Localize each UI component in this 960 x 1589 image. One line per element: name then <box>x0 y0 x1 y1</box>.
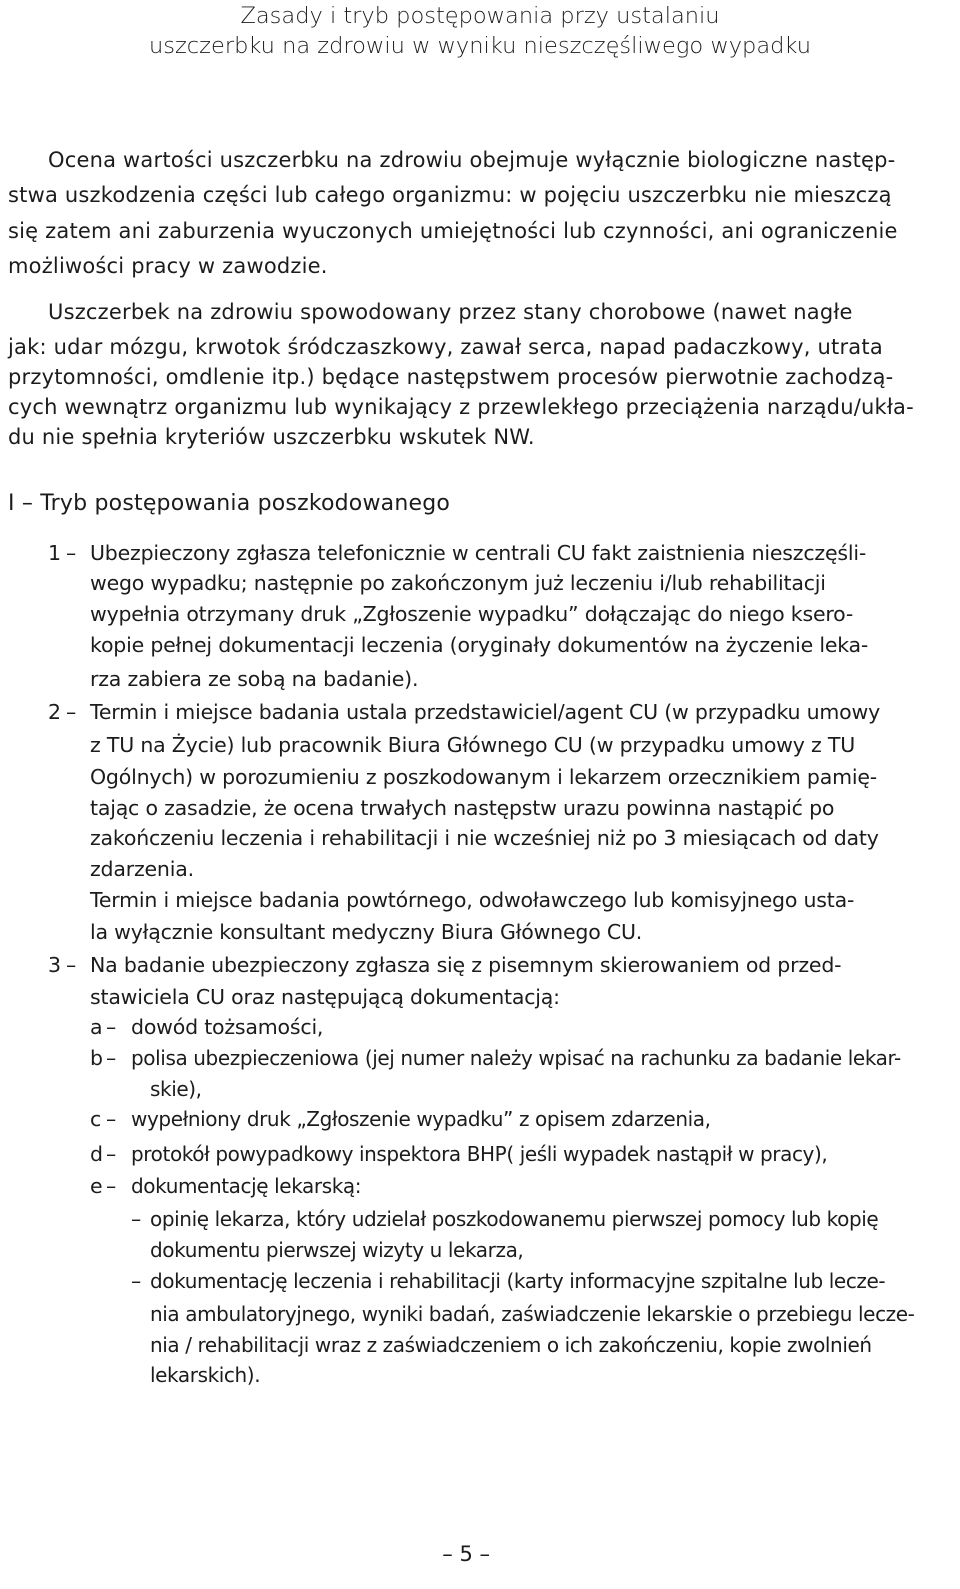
bullet-line: lekarskich). <box>150 1363 261 1387</box>
item-dash: – <box>66 953 77 977</box>
subitem-letter: b <box>90 1046 103 1070</box>
item2-line: Termin i miejsce badania powtórnego, odwoławczego lub komisyjnego usta- <box>90 888 855 912</box>
item-dash: – <box>66 541 77 565</box>
item1-line: wypełnia otrzymany druk „Zgłoszenie wypadku” dołączając do niego ksero- <box>90 602 854 626</box>
intro-p1-line: Ocena wartości uszczerbku na zdrowiu obejmuje wyłącznie biologiczne następ- <box>48 148 896 172</box>
item1-line: kopie pełnej dokumentacji leczenia (oryginały dokumentów na życzenie leka- <box>90 633 869 657</box>
subitem-line: polisa ubezpieczeniowa (jej numer należy wpisać na rachunku za badanie lekar- <box>131 1046 901 1070</box>
intro-p2-line: cych wewnątrz organizmu lub wynikający z przewlekłego przeciążenia narządu/ukła- <box>8 395 914 419</box>
subitem-dash: – <box>106 1046 117 1070</box>
item3-line: Na badanie ubezpieczony zgłasza się z pisemnym skierowaniem od przed- <box>90 953 842 977</box>
item-number: 1 <box>48 541 61 565</box>
title-line-1: Zasady i tryb postępowania przy ustalaniu <box>240 3 720 29</box>
subitem-line: dowód tożsamości, <box>131 1015 324 1039</box>
item1-line: Ubezpieczony zgłasza telefonicznie w centrali CU fakt zaistnienia nieszczęśli- <box>90 541 867 565</box>
item2-line: Termin i miejsce badania ustala przedstawiciel/agent CU (w przypadku umowy <box>90 700 880 724</box>
subitem-dash: – <box>106 1015 117 1039</box>
bullet-line: nia ambulatoryjnego, wyniki badań, zaświadczenie lekarskie o przebiegu lecze- <box>150 1302 915 1326</box>
subitem-line: skie), <box>150 1077 202 1101</box>
subitem-letter: e <box>90 1174 103 1198</box>
intro-p1-line: stwa uszkodzenia części lub całego organizmu: w pojęciu uszczerbku nie mieszczą <box>8 183 892 207</box>
subitem-letter: a <box>90 1015 103 1039</box>
item2-line: Ogólnych) w porozumieniu z poszkodowanym i lekarzem orzecznikiem pamię- <box>90 765 877 789</box>
item3-line: stawiciela CU oraz następującą dokumentacją: <box>90 985 560 1009</box>
subitem-dash: – <box>106 1142 117 1166</box>
subitem-letter: c <box>90 1107 102 1131</box>
intro-p1-line: się zatem ani zaburzenia wyuczonych umiejętności lub czynności, ani ograniczenie <box>8 219 898 243</box>
item-number: 2 <box>48 700 61 724</box>
item2-line: zakończeniu leczenia i rehabilitacji i nie wcześniej niż po 3 miesiącach od daty <box>90 826 879 850</box>
page-number: – 5 – <box>442 1542 490 1566</box>
item-number: 3 <box>48 953 61 977</box>
item-dash: – <box>66 700 77 724</box>
subitem-line: dokumentację lekarską: <box>131 1174 362 1198</box>
page-footer <box>0 1539 960 1569</box>
subitem-dash: – <box>106 1107 117 1131</box>
bullet-line: nia / rehabilitacji wraz z zaświadczeniem o ich zakończeniu, kopie zwolnień <box>150 1333 872 1357</box>
title-line-2: uszczerbku na zdrowiu w wyniku nieszczęśliwego wypadku <box>149 33 811 59</box>
item2-line: la wyłącznie konsultant medyczny Biura Głównego CU. <box>90 920 643 944</box>
subitem-line: protokół powypadkowy inspektora BHP( jeśli wypadek nastąpił w pracy), <box>131 1142 828 1166</box>
bullet-dash: – <box>131 1269 142 1293</box>
intro-p2-line: jak: udar mózgu, krwotok śródczaszkowy, zawał serca, napad padaczkowy, utrata <box>8 335 883 359</box>
bullet-line: opinię lekarza, który udzielał poszkodowanemu pierwszej pomocy lub kopię <box>150 1207 879 1231</box>
item2-line: tając o zasadzie, że ocena trwałych następstw urazu powinna nastąpić po <box>90 796 835 820</box>
item1-line: rza zabiera ze sobą na badanie). <box>90 667 419 691</box>
item2-line: z TU na Życie) lub pracownik Biura Głównego CU (w przypadku umowy z TU <box>90 733 856 757</box>
bullet-line: dokumentu pierwszej wizyty u lekarza, <box>150 1238 524 1262</box>
item2-line: zdarzenia. <box>90 857 194 881</box>
intro-p2-line: du nie spełnia kryteriów uszczerbku wskutek NW. <box>8 425 535 449</box>
bullet-line: dokumentację leczenia i rehabilitacji (karty informacyjne szpitalne lub lecze- <box>150 1269 886 1293</box>
subitem-letter: d <box>90 1142 103 1166</box>
section-heading: I – Tryb postępowania poszkodowanego <box>8 491 451 516</box>
item1-line: wego wypadku; następnie po zakończonym już leczeniu i/lub rehabilitacji <box>90 571 826 595</box>
subitem-line: wypełniony druk „Zgłoszenie wypadku” z opisem zdarzenia, <box>131 1107 711 1131</box>
intro-p2-line: Uszczerbek na zdrowiu spowodowany przez stany chorobowe (nawet nagłe <box>48 300 853 324</box>
intro-p1-line: możliwości pracy w zawodzie. <box>8 254 328 278</box>
subitem-dash: – <box>106 1174 117 1198</box>
intro-p2-line: przytomności, omdlenie itp.) będące następstwem procesów pierwotnie zachodzą- <box>8 365 894 389</box>
bullet-dash: – <box>131 1207 142 1231</box>
